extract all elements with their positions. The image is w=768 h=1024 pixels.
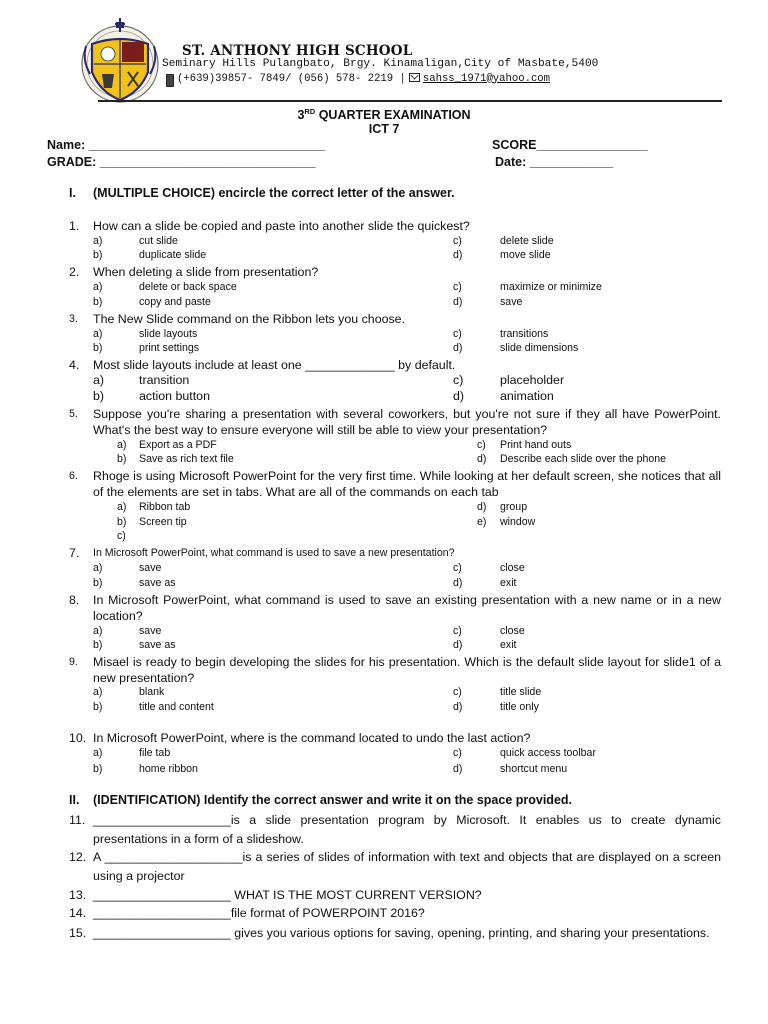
option-text: save [139,625,162,637]
school-crest-logo [78,16,162,108]
option-text: group [500,501,528,513]
option-label: c) [453,562,462,574]
option-text: duplicate slide [139,249,207,261]
score-field[interactable]: SCORE________________ [492,138,648,152]
option-text: transitions [500,328,549,340]
option-text: cut slide [139,235,178,247]
option-label: a) [117,439,127,451]
option-label: a) [93,328,103,340]
option-text: Export as a PDF [139,439,217,451]
option-text: save as [139,639,176,651]
option-label: d) [453,296,463,308]
option-text: move slide [500,249,551,261]
option-label: c) [453,686,462,698]
option-text: delete or back space [139,281,237,293]
option-label: d) [453,763,463,775]
option-label: b) [117,516,127,528]
option-text: Ribbon tab [139,501,191,513]
option-label: c) [453,328,462,340]
option-label: d) [453,639,463,651]
option-text: transition [139,373,190,387]
option-text: shortcut menu [500,763,568,775]
option-label: a) [93,747,103,759]
option-label: a) [93,373,105,387]
option-label: d) [477,501,487,513]
header-divider [98,100,722,102]
option-text: window [500,516,536,528]
contact-numbers: (+639)39857- 7849/ (056) 578- 2219 | [177,72,406,85]
option-text: save as [139,577,176,589]
option-text: maximize or minimize [500,281,602,293]
option-label: b) [93,249,103,261]
option-text: Screen tip [139,516,187,528]
option-text: slide dimensions [500,342,579,354]
name-field[interactable]: Name: __________________________________ [47,138,326,152]
option-label: d) [453,389,465,403]
option-text: placeholder [500,373,565,387]
option-text: action button [139,389,210,403]
option-label: c) [453,235,462,247]
option-text: quick access toolbar [500,747,596,759]
option-text: Save as rich text file [139,453,234,465]
option-label: a) [93,562,103,574]
option-label: a) [93,625,103,637]
school-address: Seminary Hills Pulangbato, Brgy. Kinamaligan,City of Masbate,5400 [162,58,599,70]
option-label: c) [453,625,462,637]
option-text: print settings [139,342,200,354]
option-text: title only [500,701,539,713]
option-label: d) [453,249,463,261]
option-text: blank [139,686,165,698]
option-label: a) [93,686,103,698]
option-label: b) [93,342,103,354]
option-label: a) [93,281,103,293]
option-text: home ribbon [139,763,198,775]
option-label: b) [117,453,127,465]
option-label: b) [93,577,103,589]
option-label: d) [477,453,487,465]
option-text: Describe each slide over the phone [500,453,667,465]
exam-title: 3RD QUARTER EXAMINATION [297,107,471,123]
date-field[interactable]: Date: ____________ [495,155,614,169]
school-contact [166,72,550,85]
option-label: a) [93,235,103,247]
option-label: c) [453,373,464,387]
option-text: close [500,625,525,637]
option-text: save [139,562,162,574]
option-label: a) [117,501,127,513]
option-label: d) [453,577,463,589]
grade-field[interactable]: GRADE: _______________________________ [47,155,316,169]
exam-page: ST. ANTHONY HIGH SCHOOL Seminary Hills Pulangbato, Brgy. Kinamaligan,City of Masbate,5400 (+639)39857- 7849/ (056) 578- 2219 | sahss_1971@yahoo.com 3RD QUARTER EXAMINATION ICT 7 Name: __________________________________ GRADE: _______________________________ SCORE________________ Date: ____________ I. (MULTIPLE CHOICE) encircle the correct letter of the answer. 1. How can a slide be copied and paste into another slide the quickest? a) cut slide c) delete slide b) duplicate slide d) move slide 2. When deleting a slide from presentation? a) delete or back space c) maximize or minimize b) copy and paste d) save 3. The New Slide command on the Ribbon lets you choose. a) slide layouts c) transitions b) print settings d) slide dimensions 4. Most slide layouts include at least one _____________ by default. a) transition c) placeholder b) action button d) animation 5. Suppose you're sharing a presentation with several coworkers, but you're not sure if they all have PowerPoint. What's the best way to ensure everyone will still be able to view your presentation? a) Export as a PDF c) Print hand outs b) Save as rich text file d) Describe each slide over the phone 6. Rhoge is using Microsoft PowerPoint for the very first time. While looking at her default screen, she notices that all of the elements are set in tabs. What are all of the commands on each tab a) Ribbon tab d) group b) Screen tip e) window c) 7. In Microsoft PowerPoint, what command is used to save a new presentation? a) save c) close b) save as d) exit 8. In Microsoft PowerPoint, what command is used to save an existing presentation with a new name or in a new location? a) save c) close b) save as d) exit 9. Misael is ready to begin developing the slides for his presentation. Which is the default slide layout for slide1 of a new presentation? a) blank c) title slide b) title and content d) title only 10. In Microsoft PowerPoint, where is the command located to undo the last action? a) file tab c) quick access toolbar b) home ribbon d) shortcut menu II. (IDENTIFICATION) Identify the correct answer and write it on the space provided. 11. ____________________is a slide presentation program by Microsoft. It enables us to create dynamic presentations in a form of a slideshow. 12. A ____________________is a series of slides of information with text and objects that are displayed on a screen using a projector 13. ____________________ WHAT IS THE MOST CURRENT VERSION? 14. ____________________file format of POWERPOINT 2016? 15. ____________________ gives you various options for saving, opening, printing, and sharing your presentations. [0,0,768,1024]
option-label: e) [477,516,487,528]
option-label: b) [93,639,103,651]
option-text: copy and paste [139,296,211,308]
option-label: c) [453,747,462,759]
option-label: d) [453,342,463,354]
option-label: b) [93,296,103,308]
phone-icon [166,74,174,87]
mail-icon [409,73,420,82]
option-text: file tab [139,747,171,759]
option-label: d) [453,701,463,713]
option-label: c) [117,530,126,542]
option-text: slide layouts [139,328,198,340]
option-text: exit [500,639,517,651]
option-text: title and content [139,701,214,713]
option-label: b) [93,763,103,775]
option-label: b) [93,701,103,713]
option-text: animation [500,389,554,403]
option-label: c) [453,281,462,293]
option-label: c) [477,439,486,451]
option-text: save [500,296,523,308]
option-text: title slide [500,686,542,698]
option-text: exit [500,577,517,589]
option-text: Print hand outs [500,439,572,451]
option-text: close [500,562,525,574]
school-name: ST. ANTHONY HIGH SCHOOL [182,43,413,59]
option-text: delete slide [500,235,554,247]
exam-subject: ICT 7 [368,122,400,136]
option-label: b) [93,389,105,403]
school-email: sahss_1971@yahoo.com [422,72,551,85]
